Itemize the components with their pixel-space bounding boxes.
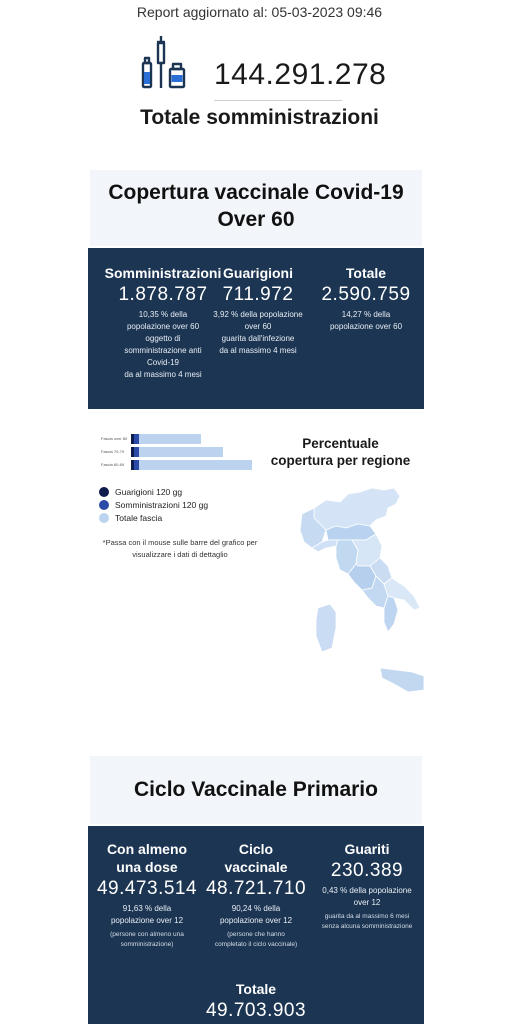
dose-sub: (persone con almeno una somministrazione) bbox=[110, 931, 184, 948]
bar-somministrazioni-1[interactable] bbox=[134, 447, 139, 457]
guariti-note: 0,43 % della popolazione over 12 bbox=[322, 886, 412, 907]
bar-somministrazioni-2[interactable] bbox=[134, 460, 139, 470]
guarigioni-title: Guarigioni bbox=[223, 265, 293, 281]
bar-guarigioni-0[interactable] bbox=[131, 434, 134, 444]
ciclo-stat bbox=[201, 840, 311, 950]
total-administrations-value: 144.291.278 bbox=[214, 58, 387, 91]
guarigioni-value: 711.972 bbox=[222, 284, 294, 305]
chart-hover-hint: *Passa con il mouse sulle barre del grafico per visualizzare i dati di dettaglio bbox=[102, 538, 258, 559]
ciclo-value: 48.721.710 bbox=[205, 878, 307, 899]
bar-chart-canvas[interactable] bbox=[96, 428, 266, 478]
dose-stat bbox=[92, 840, 202, 950]
dose-title: Con almeno una dose bbox=[106, 841, 188, 875]
vaccine-vials-icon bbox=[140, 36, 186, 90]
primary-cycle-stats-panel bbox=[88, 826, 424, 1024]
map-region-sardinia[interactable] bbox=[316, 604, 336, 652]
age-band-bar-chart bbox=[96, 428, 266, 478]
bar-somministrazioni-0[interactable] bbox=[134, 434, 139, 444]
guarigioni-note: 3,92 % della popolazione over 60 guarita dall'infezione da al massimo 4 mesi bbox=[213, 310, 303, 355]
legend-label-somministrazioni: Somministrazioni 120 gg bbox=[115, 499, 209, 510]
total-administrations-label: Totale somministrazioni bbox=[140, 106, 379, 129]
bar-label-70-79: Fascia 70-79 bbox=[101, 449, 125, 454]
legend-label-guarigioni: Guarigioni 120 gg bbox=[115, 486, 183, 497]
somministrazioni-value: 1.878.787 bbox=[118, 284, 208, 305]
dose-value: 49.473.514 bbox=[96, 878, 198, 899]
bar-totale-1[interactable] bbox=[139, 447, 223, 457]
divider bbox=[214, 100, 342, 101]
totale-note: 14,27 % della popolazione over 60 bbox=[329, 310, 403, 331]
legend-item-somministrazioni bbox=[99, 498, 208, 511]
chart-legend bbox=[99, 485, 208, 524]
guariti-stat bbox=[312, 840, 422, 932]
bar-label-over80: Fascia over 80 bbox=[101, 436, 128, 441]
ciclo-note: 90,24 % della popolazione over 12 bbox=[219, 904, 293, 925]
ciclo-sub: (persone che hanno completato il ciclo vaccinale) bbox=[214, 931, 298, 948]
guariti-value: 230.389 bbox=[330, 860, 404, 881]
bar-guarigioni-2[interactable] bbox=[131, 460, 134, 470]
dose-note: 91,63 % della popolazione over 12 bbox=[110, 904, 184, 925]
map-region-north[interactable] bbox=[314, 488, 400, 530]
somministrazioni-note: 10,35 % della popolazione over 60 oggetto di somministrazione anti Covid-19 da al massimo 4 mesi bbox=[124, 310, 202, 379]
somministrazioni-title: Somministrazioni bbox=[104, 265, 222, 281]
guariti-sub: guarita da al massimo 6 mesi senza alcuna somministrazione bbox=[321, 913, 413, 930]
map-region-calabria[interactable] bbox=[384, 596, 398, 632]
primary-total-stat bbox=[88, 980, 424, 1022]
primary-total-title: Totale bbox=[235, 981, 277, 997]
legend-swatch-guarigioni bbox=[99, 487, 109, 497]
legend-swatch-totale bbox=[99, 513, 109, 523]
guariti-title: Guariti bbox=[344, 841, 390, 857]
legend-item-guarigioni bbox=[99, 485, 208, 498]
map-region-sicily[interactable] bbox=[380, 668, 424, 692]
over60-stats-panel bbox=[88, 248, 424, 409]
italy-region-map[interactable] bbox=[296, 486, 426, 702]
ciclo-title: Ciclo vaccinale bbox=[224, 841, 288, 875]
primary-total-value: 49.703.903 bbox=[205, 1000, 307, 1021]
bar-guarigioni-1[interactable] bbox=[131, 447, 134, 457]
over60-title-line1: Copertura vaccinale Covid-19 bbox=[108, 181, 404, 204]
primary-cycle-section-title: Ciclo Vaccinale Primario bbox=[90, 756, 422, 824]
legend-item-totale bbox=[99, 511, 208, 524]
totale-value: 2.590.759 bbox=[321, 284, 411, 305]
over60-section-title bbox=[90, 170, 422, 246]
report-updated-date: Report aggiornato al: 05-03-2023 09:46 bbox=[136, 4, 383, 20]
bar-totale-2[interactable] bbox=[139, 460, 252, 470]
region-map-title: Percentuale copertura per regione bbox=[270, 436, 411, 468]
legend-swatch-somministrazioni bbox=[99, 500, 109, 510]
totale-stat bbox=[316, 264, 416, 333]
over60-title-line2: Over 60 bbox=[217, 208, 295, 231]
bar-totale-0[interactable] bbox=[139, 434, 201, 444]
legend-label-totale: Totale fascia bbox=[115, 512, 163, 523]
totale-title: Totale bbox=[345, 265, 387, 281]
guarigioni-stat bbox=[208, 264, 308, 357]
bar-label-60-69: Fascia 60-69 bbox=[101, 462, 125, 467]
